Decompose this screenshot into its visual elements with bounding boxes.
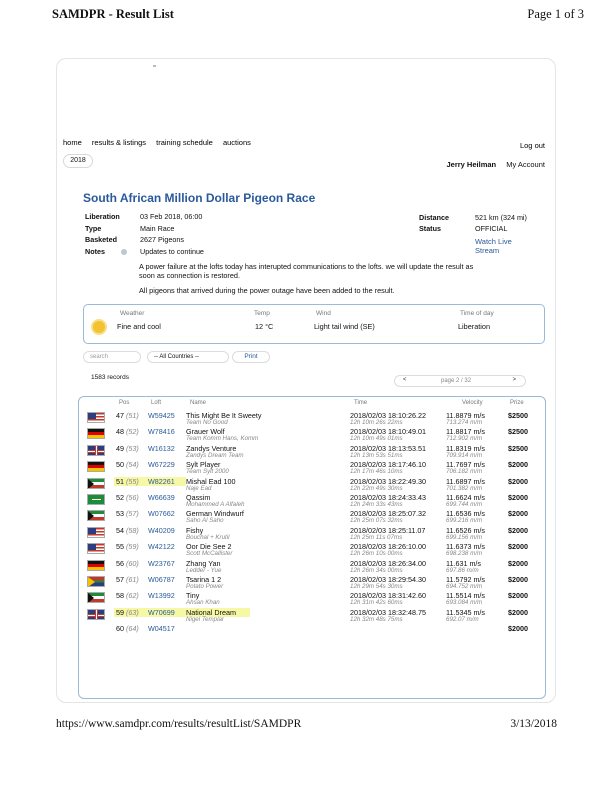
position: 60 (64) [116, 624, 139, 634]
velocity-mpm: 693.084 m/m [446, 599, 483, 607]
flight-duration: 12h 17m 46s 10ms [350, 468, 403, 476]
loft-link[interactable]: W67229 [148, 460, 175, 470]
loft-link[interactable]: W82261 [148, 476, 175, 486]
position: 58 (62) [116, 591, 139, 601]
velocity: 11.7697 m/s 706.182 m/m [446, 460, 506, 475]
pager-prev-button[interactable]: < [403, 377, 407, 383]
table-row[interactable] [79, 444, 545, 461]
main-nav [63, 138, 259, 147]
velocity-mpm: 713.274 m/m [446, 419, 483, 426]
table-row[interactable] [79, 591, 545, 608]
results-table [78, 396, 546, 699]
pigeon-name: Zandys Venture Zandys Dream Team [186, 444, 351, 459]
position: 47 (51) [116, 411, 139, 420]
type-value: Main Race [140, 223, 175, 233]
col-velocity: Velocity [462, 400, 483, 406]
flight-duration: 12h 22m 49s 30ms [350, 484, 403, 492]
nav-auctions[interactable]: auctions [222, 138, 251, 147]
table-row[interactable] [79, 575, 545, 592]
position: 50 (54) [116, 460, 139, 470]
race-meta [85, 212, 305, 258]
prize: $2000 [508, 476, 528, 486]
race-meta-right [419, 213, 554, 235]
pigeon-name: National Dream Nigel Templar [186, 608, 351, 623]
temp-header: Temp [254, 310, 270, 317]
flag-de-icon [87, 560, 105, 571]
pigeon-name: Qassim Mohammed A Alfaleh [186, 493, 351, 508]
team-name: Naje Ead [186, 484, 212, 492]
position: 56 (60) [116, 558, 139, 568]
team-name: Nigel Templar [186, 615, 224, 623]
position: 52 (56) [116, 493, 139, 502]
notice-text-2: All pigeons that arrived during the power outage have been added to the result. [139, 286, 395, 295]
team-name: Team Komm Hans, Komm [186, 435, 259, 443]
year-tab[interactable]: 2018 [63, 154, 93, 168]
print-button[interactable]: Print [232, 351, 270, 363]
prize: $2000 [508, 460, 528, 470]
table-row[interactable] [79, 542, 545, 559]
pigeon-name: Oor Die See 2 Scott McCallister [186, 542, 351, 557]
prize: $2000 [508, 542, 528, 552]
flag-usa-icon [87, 527, 105, 538]
time-value: Liberation [458, 322, 491, 331]
col-loft: Loft [151, 400, 162, 406]
flight-duration: 12h 25m 07s 32ms [350, 517, 403, 525]
basketed-label: Basketed [85, 235, 117, 245]
prize: $2500 [508, 411, 528, 420]
pager-next-button[interactable]: > [512, 377, 516, 383]
position: 59 (63) [116, 607, 139, 617]
loft-link[interactable]: W70699 [148, 607, 175, 617]
flag-de-icon [87, 461, 105, 472]
team-name: Mohammed A Alfaleh [186, 501, 245, 508]
flag-kw-icon [87, 510, 105, 521]
print-footer [56, 718, 557, 734]
user-name: Jerry Heilman [446, 160, 497, 169]
position: 57 (61) [116, 575, 139, 584]
position: 54 (58) [116, 525, 139, 535]
velocity: 11.8319 m/s 709.914 m/m [446, 444, 506, 459]
velocity-mpm: 698.238 m/m [446, 550, 483, 558]
velocity-mpm: 699.744 m/m [446, 501, 483, 508]
info-icon [121, 249, 127, 255]
time-header: Time of day [460, 310, 494, 317]
table-row[interactable] [79, 411, 545, 428]
flag-kw-icon [87, 592, 105, 603]
pigeon-name: Grauer Wolf Team Komm Hans, Komm [186, 427, 351, 442]
team-name: Zandys Dream Team [186, 451, 244, 459]
velocity: 11.5345 m/s 692.07 m/m [446, 608, 506, 623]
arrival-time: 2018/02/03 18:26:10.00 12h 26m 10s 00ms [350, 542, 450, 557]
team-name: Scott McCallister [186, 550, 233, 558]
pigeon-name: Tiny Ahsan Khan [186, 591, 351, 606]
velocity: 11.6526 m/s 699.156 m/m [446, 526, 506, 541]
flight-duration: 12h 29m 54s 30ms [350, 583, 403, 590]
arrival-time: 2018/02/03 18:32:48.75 12h 32m 48s 75ms [350, 608, 450, 623]
team-name: Saho Al Saho [186, 517, 224, 525]
print-url: https://www.samdpr.com/results/resultList/SAMDPR [56, 718, 302, 730]
nav-results[interactable]: results & listings [91, 138, 147, 147]
arrival-time: 2018/02/03 18:25:11.07 12h 25m 11s 07ms [350, 526, 450, 541]
velocity: 11.5792 m/s 694.752 m/m [446, 575, 506, 590]
table-row[interactable] [79, 624, 545, 641]
arrival-time: 2018/02/03 18:22:49.30 12h 22m 49s 30ms [350, 477, 450, 492]
arrival-time: 2018/02/03 18:17:46.10 12h 17m 46s 10ms [350, 460, 450, 475]
position: 55 (59) [116, 542, 139, 552]
velocity: 11.8879 m/s 713.274 m/m [446, 411, 506, 426]
loft-link[interactable]: W07662 [148, 509, 175, 519]
team-name: Potato Power [186, 583, 224, 590]
arrival-time: 2018/02/03 18:10:26.22 12h 10m 26s 22ms [350, 411, 450, 426]
flag-uk-icon [87, 445, 105, 456]
arrival-time: 2018/02/03 18:25:07.32 12h 25m 07s 32ms [350, 509, 450, 524]
print-page-number: Page 1 of 3 [527, 7, 584, 21]
pigeon-name: Mishal Ead 100 Naje Ead [186, 477, 351, 492]
flight-duration: 12h 10m 26s 22ms [350, 419, 403, 426]
search-input[interactable]: search [83, 351, 141, 363]
pager-info: page 2 / 32 [441, 378, 472, 384]
flag-de-icon [87, 428, 105, 439]
team-name: Team No Good [186, 419, 228, 426]
wind-header: Wind [316, 310, 331, 317]
print-date: 3/13/2018 [510, 718, 557, 730]
velocity-mpm: 694.752 m/m [446, 583, 483, 590]
arrival-time: 2018/02/03 18:29:54.30 12h 29m 54s 30ms [350, 575, 450, 590]
flight-duration: 12h 24m 33s 43ms [350, 501, 403, 508]
velocity: 11.8817 m/s 712.902 m/m [446, 427, 506, 442]
basketed-value: 2627 Pigeons [140, 235, 184, 245]
velocity-mpm: 701.382 m/m [446, 484, 483, 492]
flag-kw-icon [87, 478, 105, 489]
pager [394, 375, 526, 387]
position: 48 (52) [116, 427, 139, 437]
velocity: 11.6897 m/s 701.382 m/m [446, 477, 506, 492]
prize: $2000 [508, 525, 528, 535]
arrival-time: 2018/02/03 18:31:42.60 12h 31m 42s 60ms [350, 591, 450, 606]
nav-training[interactable]: training schedule [156, 138, 213, 147]
pigeon-name: Zhang Yan Ledder - Yue [186, 559, 351, 574]
velocity-mpm: 697.86 m/m [446, 566, 479, 574]
type-label: Type [85, 223, 102, 233]
col-time: Time [354, 400, 368, 406]
records-count: 1583 records [91, 374, 129, 381]
table-row[interactable] [79, 509, 545, 526]
watch-live-link[interactable]: Watch Live Stream [475, 237, 512, 255]
prize: $2000 [508, 607, 528, 617]
distance-value: 521 km (324 mi) [475, 213, 527, 222]
pigeon-name: Fishy Bouchal + Krutil [186, 526, 351, 541]
print-header [52, 7, 584, 25]
position: 53 (57) [116, 509, 139, 519]
flight-duration: 12h 31m 42s 60ms [350, 599, 403, 607]
velocity: 11.6624 m/s 699.744 m/m [446, 493, 506, 508]
prize: $2000 [508, 624, 528, 634]
race-title: South African Million Dollar Pigeon Race [83, 191, 316, 205]
loft-link[interactable]: W59425 [148, 411, 175, 420]
liberation-value: 03 Feb 2018, 06:00 [140, 212, 203, 221]
arrival-time: 2018/02/03 18:10:49.01 12h 10m 49s 01ms [350, 427, 450, 442]
team-name: Ahsan Khan [186, 599, 220, 607]
logout-link[interactable]: Log out [519, 141, 545, 150]
col-name: Name [190, 400, 207, 406]
team-name: Team Sylt 2000 [186, 468, 229, 476]
arrival-time: 2018/02/03 18:24:33.43 12h 24m 33s 43ms [350, 493, 450, 508]
weather-panel [83, 304, 545, 344]
prize: $2000 [508, 509, 528, 519]
flight-duration: 12h 25m 11s 07ms [350, 533, 403, 541]
velocity-mpm: 692.07 m/m [446, 615, 479, 623]
pigeon-name: German Windwurf Saho Al Saho [186, 509, 351, 524]
flight-duration: 12h 13m 53s 51ms [350, 451, 403, 459]
notes-label: Notes [85, 246, 105, 256]
loft-link[interactable]: W04517 [148, 624, 175, 634]
velocity: 11.631 m/s 697.86 m/m [446, 559, 506, 574]
notes-value: Updates to continue [140, 246, 204, 256]
velocity-mpm: 712.902 m/m [446, 435, 483, 443]
status-value: OFFICIAL [475, 224, 508, 233]
top-dot [153, 65, 156, 67]
pigeon-name: Sylt Player Team Sylt 2000 [186, 460, 351, 475]
velocity: 11.6373 m/s 698.238 m/m [446, 542, 506, 557]
flight-duration: 12h 32m 48s 75ms [350, 615, 403, 623]
country-select[interactable]: -- All Countries -- [147, 351, 229, 363]
velocity-mpm: 699.216 m/m [446, 517, 483, 525]
velocity: 11.6536 m/s 699.216 m/m [446, 509, 506, 524]
arrival-time: 2018/02/03 18:26:34.00 12h 26m 34s 00ms [350, 559, 450, 574]
position: 51 (55) [116, 476, 139, 486]
table-row[interactable] [79, 427, 545, 444]
status-label: Status [419, 224, 441, 233]
liberation-label: Liberation [85, 212, 120, 221]
loft-link[interactable]: W23767 [148, 558, 175, 568]
table-row[interactable] [79, 526, 545, 543]
flag-usa-icon [87, 543, 105, 554]
loft-link[interactable]: W16132 [148, 443, 175, 453]
team-name: Ledder - Yue [186, 566, 222, 574]
table-row[interactable] [79, 559, 545, 576]
table-row[interactable] [79, 493, 545, 510]
nav-home[interactable]: home [63, 138, 82, 147]
position: 49 (53) [116, 443, 139, 453]
velocity: 11.5514 m/s 693.084 m/m [446, 591, 506, 606]
flag-usa-icon [87, 412, 105, 423]
distance-label: Distance [419, 213, 449, 222]
weather-header: Weather [120, 310, 145, 317]
prize: $2000 [508, 591, 528, 601]
loft-link[interactable]: W13992 [148, 591, 175, 601]
user-area [447, 160, 546, 169]
print-title: SAMDPR - Result List [52, 7, 174, 21]
prize: $2500 [508, 427, 528, 437]
wind-value: Light tail wind (SE) [314, 322, 375, 331]
table-row[interactable] [79, 608, 545, 625]
site-frame [56, 58, 556, 703]
prize: $2000 [508, 493, 528, 502]
flag-uk-icon [87, 609, 105, 620]
table-header [79, 400, 545, 410]
flag-sa-icon [87, 494, 105, 505]
velocity-mpm: 706.182 m/m [446, 468, 483, 476]
table-row[interactable] [79, 460, 545, 477]
velocity-mpm: 699.156 m/m [446, 533, 483, 541]
prize: $2500 [508, 443, 528, 453]
flight-duration: 12h 26m 34s 00ms [350, 566, 403, 574]
my-account-link[interactable]: My Account [506, 160, 545, 169]
pigeon-name: Tsarina 1 2 Potato Power [186, 575, 351, 590]
pigeon-name: This Might Be It Sweety Team No Good [186, 411, 351, 426]
flag-za-icon [87, 576, 105, 587]
sun-icon [93, 321, 105, 333]
flight-duration: 12h 26m 10s 00ms [350, 550, 403, 558]
team-name: Bouchal + Krutil [186, 533, 230, 541]
col-pos: Pos [119, 400, 130, 406]
flight-duration: 12h 10m 49s 01ms [350, 435, 403, 443]
table-row[interactable] [79, 477, 545, 494]
loft-link[interactable]: W40209 [148, 525, 175, 535]
arrival-time: 2018/02/03 18:13:53.51 12h 13m 53s 51ms [350, 444, 450, 459]
notice-text: A power failure at the lofts today has interupted communications to the lofts. we will update the result as soon as connection is restored. [139, 262, 474, 281]
prize: $2000 [508, 558, 528, 568]
loft-link[interactable]: W42122 [148, 542, 175, 552]
loft-link[interactable]: W06787 [148, 575, 175, 584]
prize: $2000 [508, 575, 528, 584]
temp-value: 12 °C [255, 322, 274, 331]
loft-link[interactable]: W66639 [148, 493, 175, 502]
col-prize: Prize [510, 400, 524, 406]
weather-value: Fine and cool [117, 322, 161, 331]
velocity-mpm: 709.914 m/m [446, 451, 483, 459]
loft-link[interactable]: W78416 [148, 427, 175, 437]
